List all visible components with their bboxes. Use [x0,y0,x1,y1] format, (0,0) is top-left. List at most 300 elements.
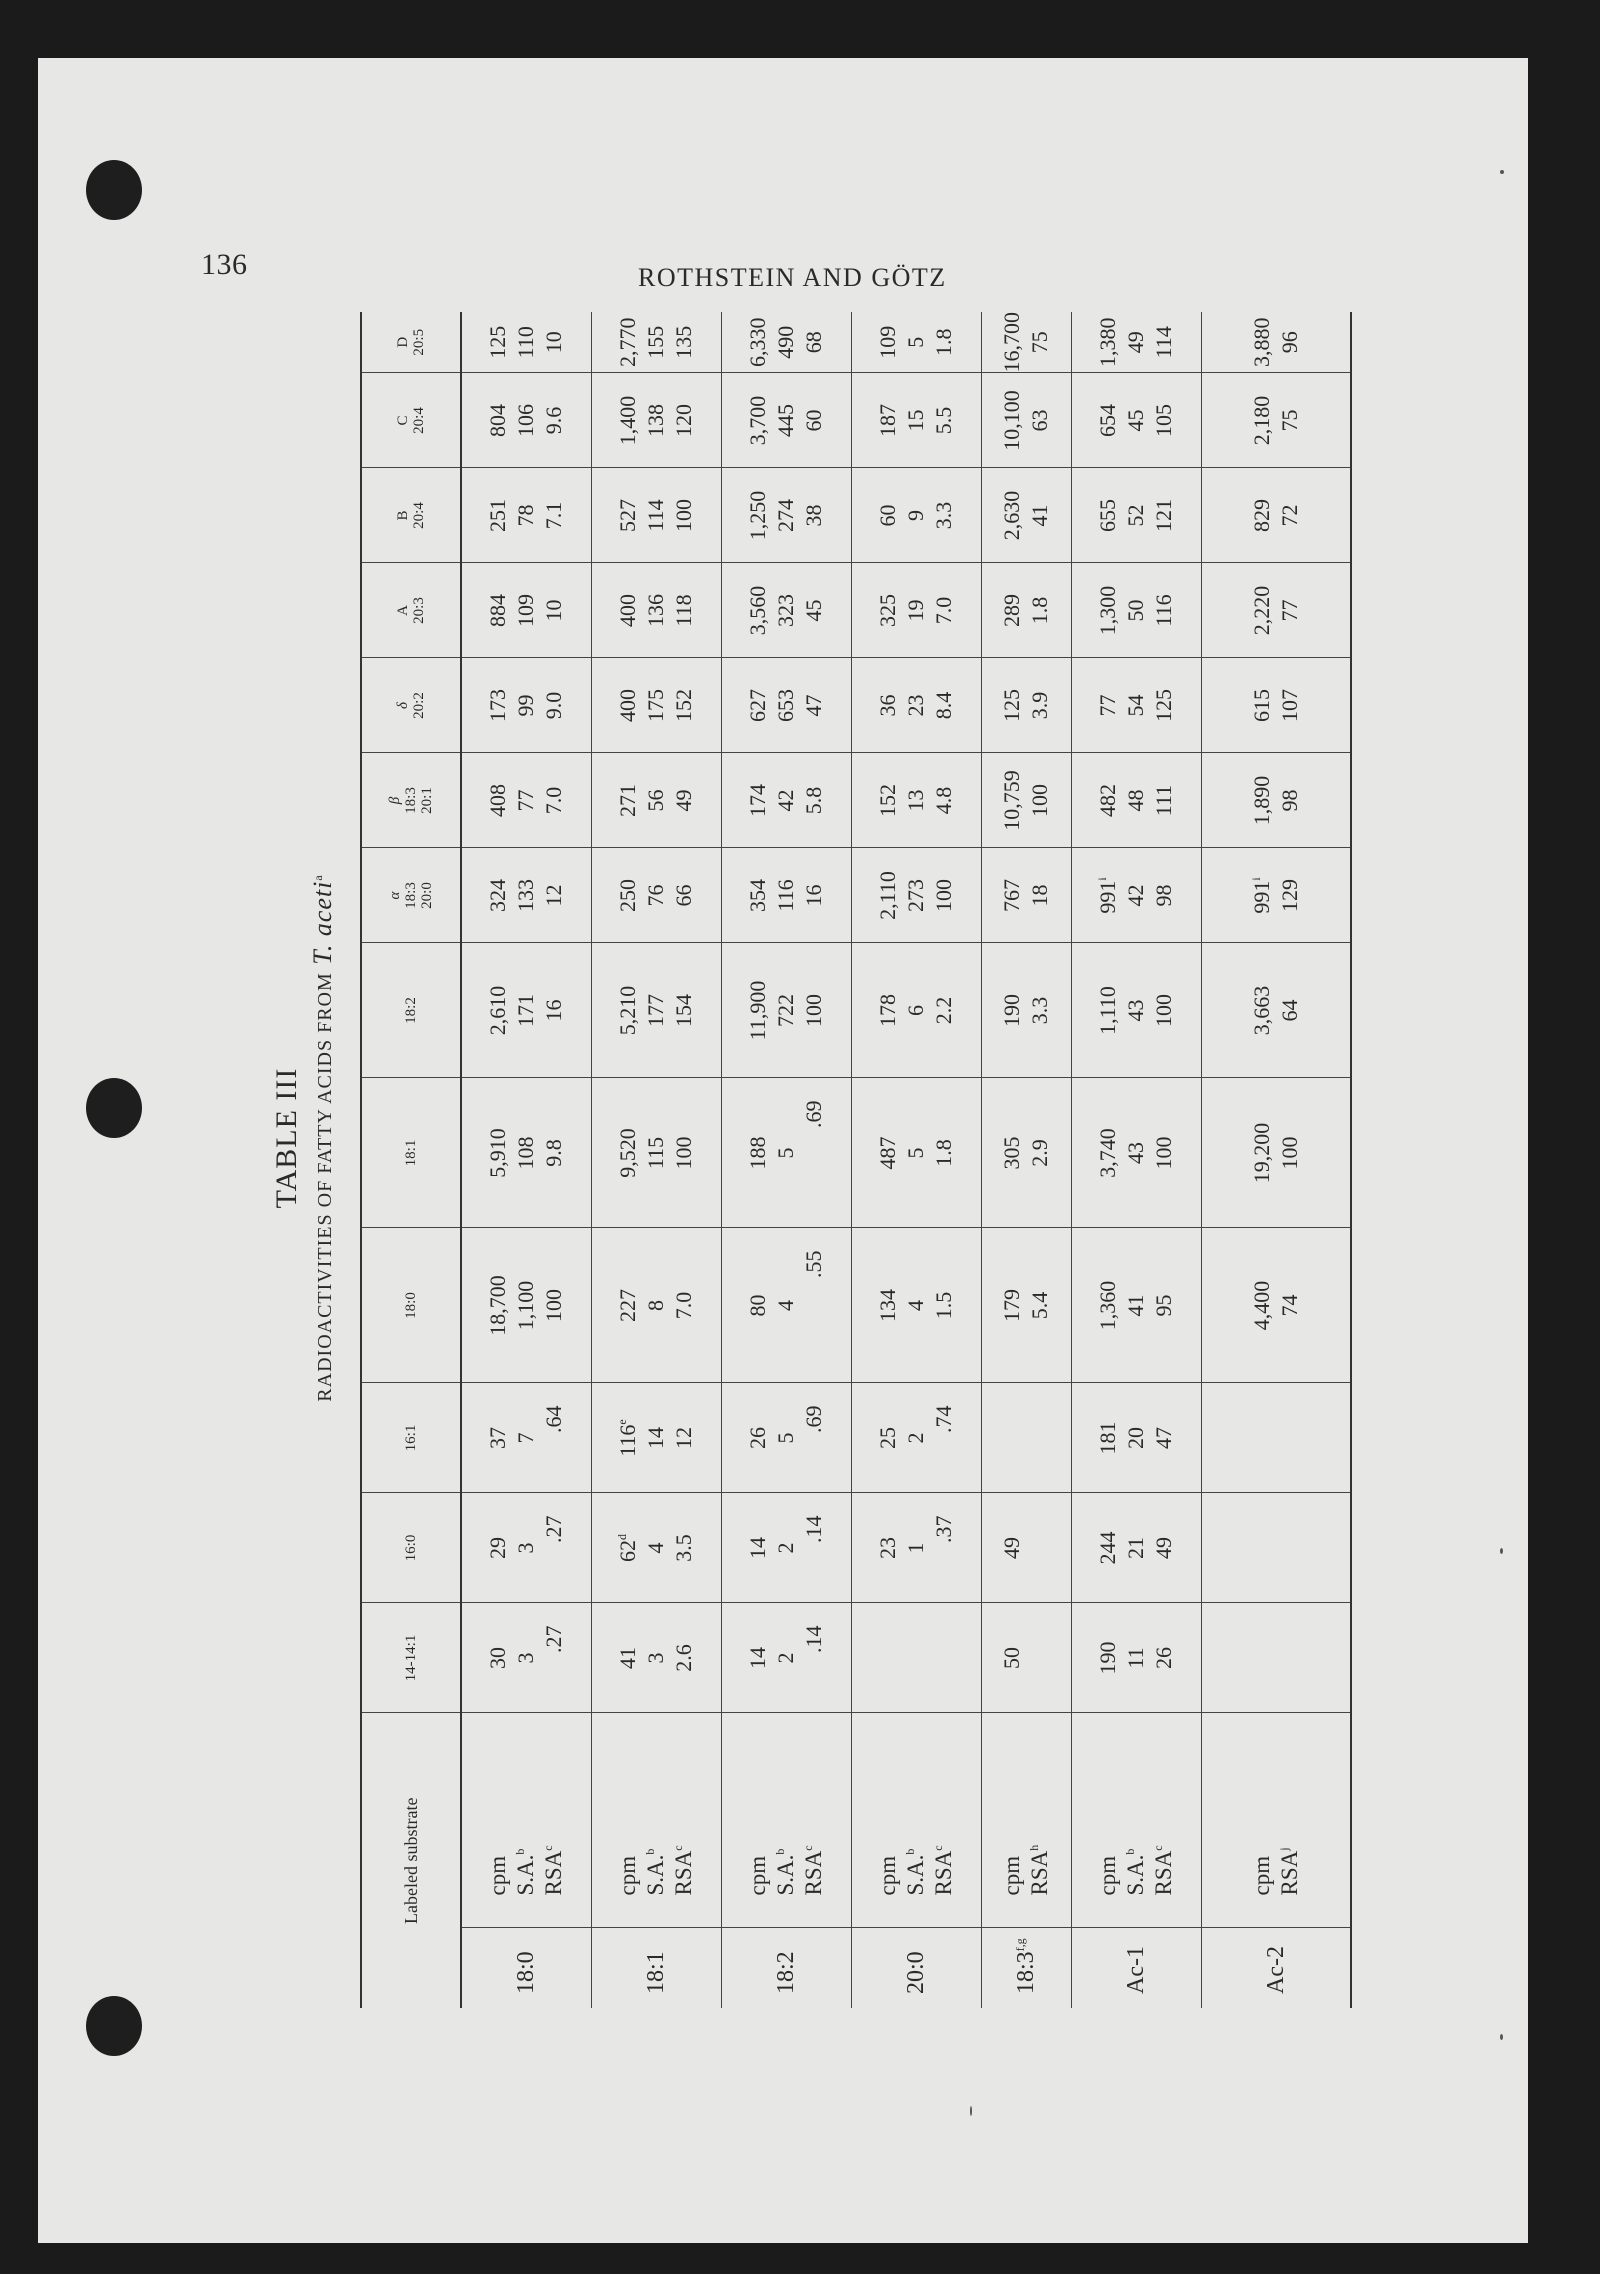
cell-value [540,659,568,753]
cell-value-text: 5 [903,1147,928,1159]
cell-value-text: 174 [745,784,770,817]
cell-value [614,564,642,658]
data-table [360,312,1352,2008]
cell-value-text: 42 [773,789,798,812]
cell-value [1122,754,1150,848]
cell-value [1150,1079,1178,1228]
row-label [744,1714,772,1896]
cell-value [614,1229,642,1383]
cell-value-text: 7.1 [541,501,567,530]
footnote-mark: b [513,1848,528,1855]
cell-value [1248,1229,1276,1383]
table-header-row [361,312,461,2008]
cell-value [1026,469,1054,563]
cell-value-text: 3,700 [745,395,770,446]
cell-value-text: 2 [773,1652,798,1664]
cell-value [902,944,930,1078]
cell-value-text: 178 [875,994,900,1027]
cell-value-text: 1,100 [513,1280,539,1331]
cell-value-text: 21 [1123,1537,1148,1559]
cell-value [1150,564,1178,658]
cell-value [484,312,512,373]
cell-value [998,659,1026,753]
cell-value [930,1229,958,1383]
substrate-label [981,1928,1071,2008]
row-label [540,1714,568,1896]
cell-value [1248,754,1276,848]
cell-value [902,849,930,943]
cell-value [642,1229,670,1383]
table-cell [981,1383,1071,1493]
cell-value-text: 118 [671,594,696,627]
cell-value [930,1604,958,1713]
table-cell [1071,753,1201,848]
paper-speck [1500,2034,1503,2040]
cell-value [1150,754,1178,848]
cell-value [772,1079,800,1228]
cell-value [930,849,958,943]
cell-value-text: 62 [615,1540,640,1562]
table-cell [1201,658,1351,753]
cell-value [930,564,958,658]
substrate-label [721,1928,851,2008]
cell-value-text: 77 [1095,694,1120,717]
cell-value-text: 1 [903,1542,928,1554]
cell-value-text: 125 [485,325,511,359]
cell-value [1248,1384,1276,1493]
cell-value [902,1384,930,1493]
table-cell [851,373,981,468]
cell-value-text: 100 [1151,1136,1176,1170]
cell-value [1026,849,1054,943]
table-cell [721,312,851,373]
cell-value [874,564,902,658]
rotated-table-region [270,268,1310,2008]
cell-value-text: 109 [875,325,900,359]
cell-value-text: .55 [801,1250,826,1278]
cell-value-text: 3 [513,1542,539,1554]
cell-value-text: 100 [1027,784,1052,817]
cell-value [614,374,642,468]
cell-value-text: 29 [485,1537,511,1559]
cell-value-text: 3,663 [1248,985,1274,1036]
table-cell [851,1603,981,1713]
footnote-mark: c [1151,1845,1165,1851]
cell-value-text: 134 [875,1289,900,1322]
cell-value [902,564,930,658]
table-cell [851,563,981,658]
cell-value [1122,944,1150,1078]
cell-value-text: 7.0 [541,786,567,815]
table-cell [1071,468,1201,563]
footnote-mark: b [773,1848,787,1855]
cell-value [874,1384,902,1493]
cell-value [642,754,670,848]
cell-value-text: 9 [903,510,928,521]
table-cell [721,658,851,753]
cell-value [1122,659,1150,753]
cell-value [902,374,930,468]
cell-value [1248,1494,1276,1603]
cell-value-text: .27 [541,1625,567,1653]
cell-value [1094,659,1122,753]
cell-value-text: 114 [643,499,668,532]
cell-value [484,1079,512,1228]
cell-value [998,1229,1026,1383]
cell-value-text: 136 [643,594,668,627]
cell-value [670,1604,698,1713]
cell-value [1122,374,1150,468]
cell-value [670,1384,698,1493]
cell-value [1026,374,1054,468]
row-label [614,1714,642,1896]
table-cell [461,312,591,373]
table-cell [981,373,1071,468]
cell-value [1248,564,1276,658]
table-row [591,312,721,2008]
column-header-line: 20:0 [419,882,435,909]
cell-value [1026,659,1054,753]
substrate-name: 20:0 [903,1951,929,1994]
cell-value-text: 8.4 [931,691,956,720]
cell-value-text: 354 [745,879,770,912]
cell-value [772,374,800,468]
cell-value [772,754,800,848]
cell-value-text: 767 [999,879,1024,912]
cell-value-text: 1.8 [1027,596,1052,625]
table-cell [721,1493,851,1603]
cell-value [1094,754,1122,848]
cell-value [1026,1604,1054,1713]
cell-value [1122,1494,1150,1603]
row-label [642,1714,670,1896]
cell-value [670,1494,698,1603]
cell-value-text: 11 [1123,1647,1148,1669]
table-cell [461,943,591,1078]
cell-value [772,312,800,373]
cell-value [512,1229,540,1383]
cell-value [1094,1604,1122,1713]
cell-value [1122,849,1150,943]
cell-value [484,1604,512,1713]
cell-value-text: 2,110 [875,871,900,920]
cell-value [1150,1494,1178,1603]
cell-value-text: 125 [999,689,1024,722]
cell-value-text: 3,880 [1248,317,1274,367]
cell-value-text: 155 [643,325,668,359]
cell-value [1276,1494,1304,1603]
cell-value [1026,1494,1054,1603]
row-labels [1201,1713,1351,1928]
cell-value-text: 72 [1276,504,1302,527]
cell-value-text: 41 [615,1647,640,1669]
cell-value-text: 18 [1027,884,1052,907]
cell-value-text: 305 [999,1136,1024,1170]
cell-value-text: 49 [671,789,696,812]
cell-value-text: 13 [903,789,928,812]
stub-header: Labeled substrate [361,1713,461,2008]
table-cell [461,753,591,848]
cell-value [1122,469,1150,563]
cell-value-text: 98 [1276,789,1302,812]
cell-value-text: 244 [1095,1531,1120,1565]
cell-value [1026,312,1054,373]
column-header-line: 20:4 [411,407,427,434]
cell-value [642,564,670,658]
substrate-name: Ac-1 [1123,1946,1149,1994]
row-label-text: S.A. [643,1854,668,1896]
table-cell [981,563,1071,658]
column-header-line: 18:2 [403,997,419,1024]
cell-value-text: 3,560 [745,585,770,636]
cell-value [874,312,902,373]
cell-value-text: 3.3 [931,501,956,530]
cell-value [1122,1229,1150,1383]
column-header-line: 20:3 [411,597,427,624]
row-label-text: S.A. [1123,1854,1148,1896]
cell-value-text: 171 [513,994,539,1027]
substrate-name: 18:3 [1013,1951,1039,1994]
cell-value-text: 121 [1151,499,1176,532]
cell-value-text: 615 [1248,689,1274,722]
cell-value-text: 5.5 [931,406,956,435]
cell-value [998,312,1026,373]
cell-value [1248,312,1276,373]
table-cell [591,1603,721,1713]
cell-value-text: 41 [1027,504,1052,527]
cell-value-text: 181 [1095,1421,1120,1455]
footnote-mark: b [643,1848,657,1855]
cell-value [800,754,828,848]
cell-value-text: 654 [1095,404,1120,437]
cell-value [484,944,512,1078]
cell-value-text: 108 [513,1136,539,1170]
row-labels [851,1713,981,1928]
cell-value [998,849,1026,943]
substrate-name: 18:2 [773,1951,799,1994]
cell-value-text: 45 [801,599,826,622]
cell-value [1094,1494,1122,1603]
footnote-mark: c [541,1845,556,1851]
cell-value [642,1494,670,1603]
cell-value-text: 60 [801,409,826,432]
cell-value [874,1229,902,1383]
cell-value-text: 9.0 [541,691,567,720]
cell-value [744,469,772,563]
cell-value [642,659,670,753]
cell-value [670,469,698,563]
cell-value-text: 50 [999,1647,1024,1669]
cell-value [484,469,512,563]
column-header [361,1078,461,1228]
cell-value [484,1494,512,1603]
cell-value-text: .64 [541,1405,567,1433]
cell-value-text: 47 [801,694,826,717]
row-label-text: cpm [615,1855,640,1896]
cell-value-text: 4 [643,1542,668,1554]
cell-value-text: 14 [643,1427,668,1449]
table-cell [1201,563,1351,658]
cell-value-text: 2,770 [615,317,640,367]
cell-value-text: 116 [1151,594,1176,627]
row-label-text: cpm [745,1855,770,1896]
cell-value-text: 991 [1248,880,1274,914]
row-labels [1071,1713,1201,1928]
cell-value-text: 56 [643,789,668,812]
cell-value [512,374,540,468]
table-row [461,312,591,2008]
cell-value [874,374,902,468]
cell-value-text: 653 [773,689,798,722]
cell-value-text: 11,900 [745,980,770,1041]
cell-value [902,754,930,848]
cell-value-text: 16 [541,999,567,1022]
cell-value-text: 125 [1151,689,1176,722]
cell-value [614,754,642,848]
cell-value [484,564,512,658]
cell-value-text: 10 [541,599,567,622]
cell-value-text: 138 [643,404,668,437]
cell-value [1026,754,1054,848]
cell-value-text: 100 [801,994,826,1027]
table-cell [851,658,981,753]
cell-value-text: 175 [643,689,668,722]
cell-value-text: 50 [1123,599,1148,622]
table-cell [1201,1493,1351,1603]
cell-value [744,374,772,468]
cell-value-text: 77 [1276,599,1302,622]
cell-value-text: 3.5 [671,1534,696,1562]
cell-value-text: 7.0 [931,596,956,625]
row-label [930,1714,958,1896]
cell-value [614,1494,642,1603]
table-cell [461,848,591,943]
cell-value [1026,1384,1054,1493]
table-cell [721,753,851,848]
table-row [981,312,1071,2008]
cell-value [874,849,902,943]
cell-value [642,1079,670,1228]
cell-value [772,944,800,1078]
punch-hole-middle [86,1078,142,1138]
cell-value [1122,564,1150,658]
cell-value [1094,469,1122,563]
cell-value [744,659,772,753]
table-cell [721,1383,851,1493]
cell-value-text: .69 [801,1100,826,1128]
cell-value-text: 25 [875,1427,900,1449]
cell-value [642,312,670,373]
table-cell [981,848,1071,943]
cell-value [1276,374,1304,468]
cell-value [1150,469,1178,563]
table-cell [851,1228,981,1383]
row-label [1276,1714,1304,1896]
cell-value [1122,1079,1150,1228]
cell-value-text: 68 [801,331,826,354]
cell-value [1248,374,1276,468]
table-cell [1201,848,1351,943]
cell-value-text: 5 [773,1147,798,1159]
cell-value-text: 75 [1027,331,1052,354]
cell-value-text: 109 [513,594,539,627]
table-cell [1071,658,1201,753]
cell-value-text: 490 [773,325,798,359]
cell-value-text: 2 [773,1542,798,1554]
cell-value [540,1604,568,1713]
cell-value-text: 1,400 [615,395,640,446]
cell-value [800,1384,828,1493]
cell-value [744,564,772,658]
table-cell [981,658,1071,753]
cell-value [642,374,670,468]
cell-value-text: 1.8 [931,328,956,356]
cell-value [540,1494,568,1603]
cell-value-text: 187 [875,404,900,437]
table-cell [591,312,721,373]
column-header-line: C [395,415,411,426]
table-cell [1071,1493,1201,1603]
cell-value-text: 227 [615,1289,640,1322]
cell-value [744,849,772,943]
cell-value [998,564,1026,658]
table-cell [981,468,1071,563]
column-header-line: 20:5 [411,328,427,356]
cell-value [1150,374,1178,468]
substrate-name: 18:1 [643,1951,669,1994]
row-label-text: cpm [1248,1855,1274,1896]
cell-value-text: 60 [875,504,900,527]
column-header-line: 20:2 [411,692,427,719]
cell-value [902,659,930,753]
cell-value [642,1604,670,1713]
cell-value-text: 2,630 [999,490,1024,541]
column-header-line: β [387,796,403,805]
cell-value [1150,1229,1178,1383]
cell-value [1094,1079,1122,1228]
cell-value [1026,1229,1054,1383]
cell-value [614,1604,642,1713]
cell-value-text: 114 [1151,326,1176,359]
cell-value-text: 48 [1123,789,1148,812]
cell-value-text: 54 [1123,694,1148,717]
cell-value [484,754,512,848]
table-cell [591,943,721,1078]
footnote-mark: c [931,1845,945,1851]
column-header [361,1228,461,1383]
cell-value-text: 5 [773,1432,798,1444]
table-cell [1071,1383,1201,1493]
cell-value [874,1079,902,1228]
paper-speck [970,2106,972,2116]
cell-value-text: 188 [745,1136,770,1170]
table-row [1071,312,1201,2008]
cell-value [670,1079,698,1228]
cell-value [772,849,800,943]
cell-value [512,1079,540,1228]
footnote-mark: e [615,1419,629,1425]
cell-value [998,1604,1026,1713]
cell-value-text: 152 [875,784,900,817]
cell-value-text: 487 [875,1136,900,1170]
cell-value-text: 9.8 [541,1139,567,1167]
cell-value [874,1604,902,1713]
cell-value [1094,849,1122,943]
column-header-line: B [395,510,411,521]
cell-value [1150,849,1178,943]
table-cell [721,563,851,658]
cell-value [670,754,698,848]
